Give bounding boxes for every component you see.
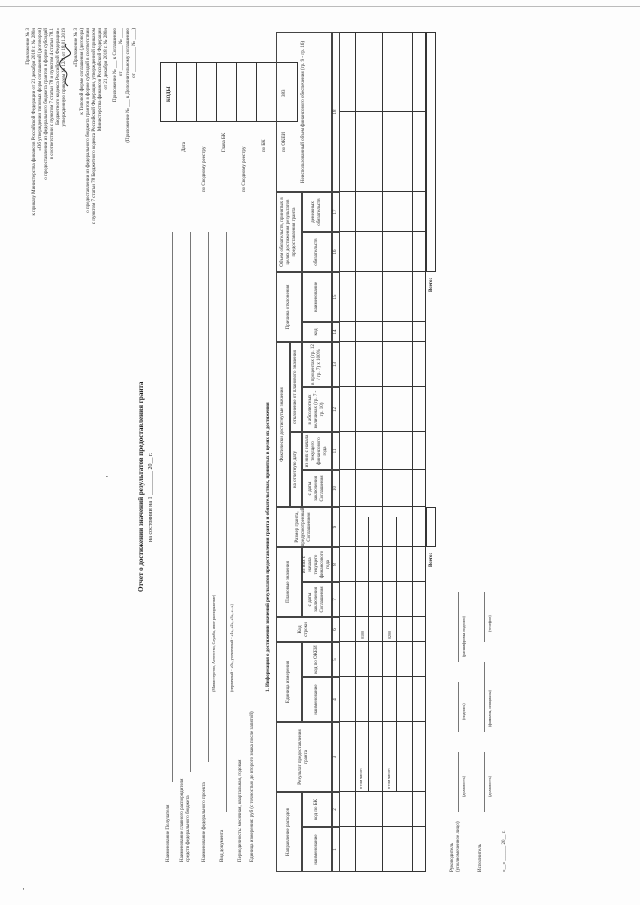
footer-phone: (телефон) bbox=[487, 615, 492, 632]
th-fact-d2: из них с начала текущего финансового года bbox=[302, 432, 332, 470]
th-plan-date: с даты заключения Соглашения bbox=[302, 582, 332, 617]
th-code-bk: код по БК bbox=[302, 792, 332, 827]
footer-sign: (подпись) bbox=[461, 703, 466, 720]
scan-dot-bottom: · bbox=[22, 884, 25, 894]
appendix2-line-5: Министерства финансов Российской Федерации bbox=[98, 28, 103, 132]
dop-agreement-num: от __________ № ____) bbox=[132, 28, 137, 78]
num-5: 5 bbox=[332, 642, 340, 677]
recipient-label: Наименование Получателя bbox=[166, 804, 171, 862]
num-13: 13 bbox=[332, 342, 340, 387]
report-title: Отчет о достижении значений результатов предоставления гранта bbox=[137, 381, 145, 592]
num-15: 15 bbox=[332, 272, 340, 322]
th-rest: Неиспользованный объем финансового обеспечения (гр. 9 - гр. 16) bbox=[276, 32, 332, 192]
appendix2-line-1: «Приложение № 3 bbox=[74, 28, 79, 68]
num-9: 9 bbox=[332, 507, 340, 547]
unit-label: Единица измерения: руб (с точностью до второго знака после запятой) bbox=[250, 711, 255, 862]
num-16: 16 bbox=[332, 232, 340, 272]
th-unit-code: код по ОКЕИ bbox=[302, 642, 332, 677]
num-11: 11 bbox=[332, 432, 340, 470]
project-hint: (Министерство, Агентство, Служба, иное распоряжение) bbox=[211, 594, 216, 692]
codes-bk: по БК bbox=[262, 139, 267, 152]
section-title: 1. Информация о достижении значений результатов предоставления гранта и обязательствах, принятых в целях их достижения bbox=[266, 402, 271, 692]
codes-reestr-2: по Сводному реестру bbox=[242, 146, 247, 192]
th-plan: Плановые значения bbox=[276, 547, 302, 617]
footer-fio2: (фамилия, инициалы) bbox=[487, 690, 492, 727]
num-12: 12 bbox=[332, 387, 340, 432]
codes-date: Дата bbox=[182, 142, 187, 152]
codes-okei-value: 383 bbox=[282, 89, 287, 97]
th-size: Размер гранта, предусмотренный Соглашением bbox=[276, 507, 332, 547]
project-label: Наименование федерального проекта bbox=[202, 782, 207, 862]
th-unit: Единица измерения bbox=[276, 642, 302, 722]
appendix2-line-6: от 21 декабря 2018 г. № 280н bbox=[104, 28, 109, 90]
footer-head: Руководитель (уполномоченное лицо) bbox=[450, 821, 461, 872]
num-1: 1 bbox=[332, 827, 340, 872]
num-4: 4 bbox=[332, 677, 340, 722]
th-reason: Причина отклонения bbox=[276, 272, 302, 342]
th-obl-1: обязательств bbox=[302, 232, 332, 272]
appendix-line-4: о предоставлении из федерального бюджета грантов в форме субсидий bbox=[44, 28, 49, 180]
th-plan-year: из них с начала текущего финансового года bbox=[302, 547, 332, 582]
codes-glava: Глава БК bbox=[222, 132, 227, 152]
codes-header: КОДЫ bbox=[167, 86, 172, 102]
num-17: 17 bbox=[332, 192, 340, 232]
row-sub-label-2: в том числе: bbox=[386, 768, 391, 789]
th-fact-ob1: в абсолютных величинах (гр. 7 - гр. 10) bbox=[302, 387, 332, 432]
th-fact-date: на отчетную дату bbox=[290, 432, 302, 507]
scan-edge-line bbox=[0, 6, 640, 7]
th-fact: Фактически достигнутые значения bbox=[276, 342, 290, 507]
footer-isp: Исполнитель bbox=[478, 844, 483, 872]
th-unit-name: наименование bbox=[302, 677, 332, 722]
footer-pos: (должность) bbox=[461, 776, 466, 797]
dop-agreement-ref: (Приложение № ___ к Дополнительному соглашению bbox=[126, 28, 131, 143]
total-cell-left bbox=[426, 507, 436, 547]
codes-okei-label: по ОКЕИ bbox=[282, 131, 287, 152]
num-14: 14 bbox=[332, 322, 340, 342]
th-line-code: Код строки bbox=[276, 617, 332, 642]
num-6: 6 bbox=[332, 617, 340, 642]
row-sub-label-1: в том числе: bbox=[358, 768, 363, 789]
total-cell-right bbox=[426, 32, 436, 272]
gmrbs-label: Наименование главного распорядителя средств федерального бюджета bbox=[180, 778, 191, 862]
scan-dot: · bbox=[102, 475, 112, 478]
codes-reestr-1: по Сводному реестру bbox=[202, 146, 207, 192]
appendix-line-5: в соответствии с пунктом 7 статьи 78 и пунктом 4 статьи 78.1 bbox=[50, 28, 55, 160]
agreement-num: от __________ № ____ bbox=[119, 28, 124, 77]
num-3: 3 bbox=[332, 722, 340, 792]
agreement-ref: Приложение № ___ к Соглашению bbox=[113, 28, 118, 103]
appendix-line-2: к приказу Министерства финансов Российской Федерации от 21 декабря 2018 г. № 280н bbox=[32, 28, 37, 216]
th-reason-name: наименование bbox=[302, 272, 332, 322]
appendix2-line-4: с пунктом 7 статьи 78 Бюджетного кодекса Российской Федерации, утвержденной приказом bbox=[92, 28, 97, 225]
footer-date: «__» ______ 20__ г. bbox=[502, 830, 507, 872]
footer-pos2: (должность) bbox=[487, 776, 492, 797]
th-fact-ob2: в процентах (гр. 12 / гр. 7) x 100% bbox=[302, 342, 332, 387]
total-label-left: Всего: bbox=[429, 552, 434, 567]
th-result: Результат предоставления гранта bbox=[276, 722, 332, 792]
appendix-line-1: Приложение № 3 bbox=[26, 28, 31, 65]
total-label-right: Всего: bbox=[429, 277, 434, 292]
appendix-line-3: «Об утверждении типовых форм соглашений (договоров) bbox=[38, 28, 43, 151]
appendix-line-6: Бюджетного кодекса Российской Федерации» bbox=[56, 28, 61, 125]
num-2: 2 bbox=[332, 792, 340, 827]
appendix2-line-2: к Типовой форме соглашения (договора) bbox=[80, 28, 85, 115]
row-line-0200: 0200 bbox=[387, 631, 392, 639]
num-18: 18 bbox=[332, 32, 340, 192]
signature-mark bbox=[58, 42, 72, 88]
num-10: 10 bbox=[332, 470, 340, 507]
appendix2-line-3: о предоставлении из федерального бюджета грантов в форме субсидий в соответствии bbox=[86, 28, 91, 213]
th-reason-code: код bbox=[302, 322, 332, 342]
doc-type-label: Вид документа bbox=[220, 829, 225, 862]
th-name: наименование bbox=[302, 827, 332, 872]
row-line-0100: 0100 bbox=[360, 631, 365, 639]
th-obligations: Объем обязательств, принятых в целях достижения результатов предоставления гранта bbox=[276, 192, 302, 272]
rotated-document bbox=[20, 12, 620, 892]
appendix-line-7: утвержденную приказом № 12/3 от 18.01.2019 bbox=[62, 28, 67, 127]
th-obl-2: денежных обязательств bbox=[302, 192, 332, 232]
th-direction: Направление расходов bbox=[276, 792, 302, 872]
th-fact-ob: отклонение от планового значения bbox=[290, 342, 302, 432]
report-date: на состоянии на 1 ________ 20__ г. bbox=[148, 452, 154, 542]
num-8: 8 bbox=[332, 547, 340, 582]
footer-fio: (расшифровка подписи) bbox=[461, 616, 466, 657]
period-label: Периодичность: месячная, квартальная, годовая bbox=[238, 759, 243, 862]
num-7: 7 bbox=[332, 582, 340, 617]
th-fact-d1: с даты заключения Соглашения bbox=[302, 470, 332, 507]
doc-type-hint: (первичный - «0», уточненный - «1», «2», «3», «...») bbox=[229, 604, 234, 692]
